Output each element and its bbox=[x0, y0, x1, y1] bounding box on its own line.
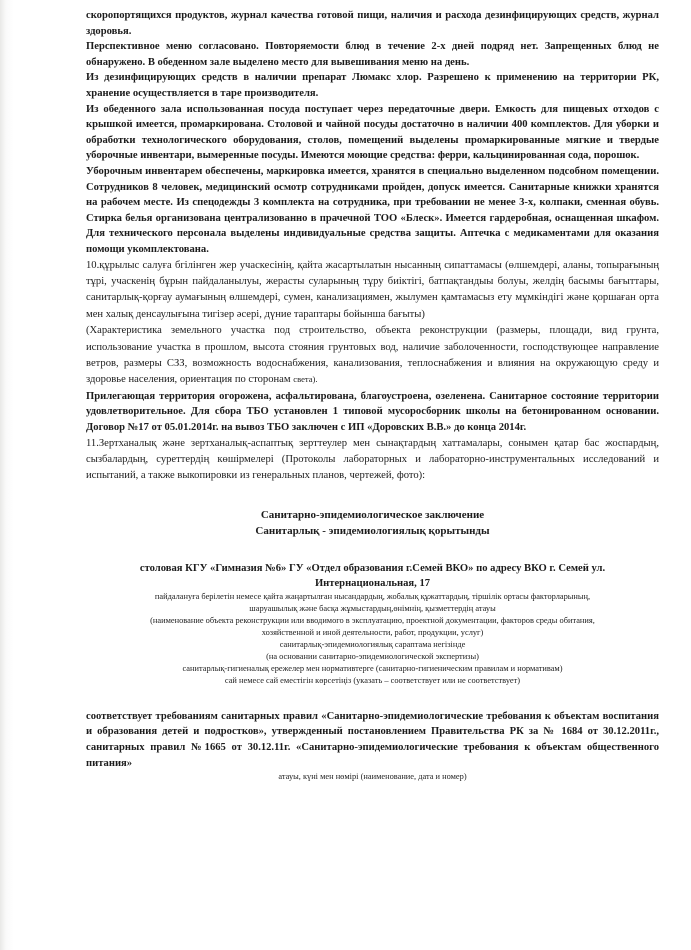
object-caption-ru-1: (наименование объекта реконструкции или вводимого в эксплуатацию, проектной документации, факторов среды обитания, bbox=[150, 615, 595, 625]
object-caption-ru-2: хозяйственной и иной деятельности, работ, продукции, услуг) bbox=[261, 627, 484, 637]
paragraph-territory: Прилегающая территория огорожена, асфальтирована, благоустроена, озеленена. Санитарное состояние территории удовлетворительное. Для сбора ТБО установлен 1 типовой мусоросборник школы на бетонированном основании. Договор №17 от 05.01.2014г. на вывоз ТБО заключен с ИП «Доровских В.В.» до конца 2014г. bbox=[86, 390, 659, 433]
land-ru-tail: света). bbox=[293, 374, 318, 385]
norms-caption: санитарлық-гигиеналық ережелер мен нормативтерге (санитарно-гигиеническим правилам и нормативам) bbox=[182, 663, 563, 673]
paragraph-land-kz: 10.құрылыс салуға бгілінген жер учаскесінің, қайта жасартылатын нысанның сипаттамасы (өлшемдері, аланы, топырағының тұрі, учаскенің бұрын пайдаланылуы, жерасты суларының тұру биіктігі, батпақтандыы болуы, желдің басымы бағыттары, санитарлық-қорғау аумағының өлшемдері, сумен, канализациямен, жылумен қамтамасыз ету мұмкіндігі және қоршаған орта мен халық денсаулығына тигізер әсері, дүние тараптары бойынша бағыты) bbox=[86, 259, 659, 320]
conclusion-title-kz: Санитарлық - эпидемиологиялық қорытынды bbox=[255, 524, 490, 537]
paragraph-disinfectants: Из дезинфицирующих средств в наличии препарат Люмакс хлор. Разрешено к применению на территории РК, хранение осуществляется в таре производителя. bbox=[86, 72, 659, 99]
basis-caption-ru: (на основании санитарно-эпидемиологической экспертизы) bbox=[266, 651, 479, 661]
object-line-2: Интернациональная, 17 bbox=[314, 577, 431, 589]
land-ru-text: (Характеристика земельного участка под строительство, объекта реконструкции (размеры, площади, вид грунта, использование участка в прошлом, высота стояния грунтовых вод, наличие заболоченности, господствующее направление ветров, размеры СЗЗ, возможность водоснабжения, канализования, теплоснабжения и влияния на окружающую среду и здоровье населения, ориентация по сторонам bbox=[86, 325, 659, 386]
paragraph-dishes: Из обеденного зала использованная посуда поступает через передаточные двери. Емкость для пищевых отходов с крышкой имеется, промаркирована. Столовой и чайной посуды достаточно в наличии 400 комплектов. Для уборки и обработки технологического оборудования, столов, помещений выделены промаркированные мягкие и твердые уборочные инвентари, вымеренные посуды. Имеются моющие средства: ферри, кальцинированная сода, порошок. bbox=[86, 103, 659, 162]
object-caption-kz-2: шаруашылық және басқа жұмыстардың,өнімнің, қызметтердің атауы bbox=[249, 603, 496, 613]
basis-caption-kz: санитарлық-эпидемиологиялық сараптама негізінде bbox=[279, 639, 466, 649]
object-caption-kz-1: пайдалануға берілетін немесе қайта жаңартылған нысандардың, жобалық құжаттардың, тіршілік ортасы факторларының, bbox=[154, 591, 591, 601]
object-line-1: столовая КГУ «Гимназия №6» ГУ «Отдел образования г.Семей ВКО» по адресу ВКО г. Семей ул. bbox=[139, 562, 606, 574]
paragraph-journals: скоропортящихся продуктов, журнал качества готовой пищи, наличия и расхода дезинфицирующих средств, журнал здоровья. bbox=[86, 10, 659, 37]
comply-caption: сай немесе сай еместігін көрсетіңіз (указать – соответствует или не соответствует) bbox=[224, 675, 521, 685]
verdict-text: соответствует требованиям санитарных правил «Санитарно-эпидемиологические требования к объектам воспитания и образования детей и подростков», утвержденный постановлением Правительства РК за № 1684 от 30.12.2011г., санитарных правил №1665 от 30.12.11г. «Санитарно-эпидемиологические требования к объектам общественного питания» bbox=[86, 710, 659, 769]
conclusion-title-ru: Санитарно-эпидемиологическое заключение bbox=[260, 508, 485, 521]
paragraph-staff: Уборочным инвентарем обеспечены, маркировка имеется, хранятся в специально выделенном подсобном помещении. Сотрудников 8 человек, медицинский осмотр сотрудниками пройден, допуск имеется. Санитарные книжки хранятся на рабочем месте. Из спецодежды 3 комплекта на сотрудника, при требовании не менее 3-х, колпаки, сменная обувь. Стирка белья организована централизованно в прачечной ТОО «Блеск». Имеется гардеробная, оснащенная шкафом. Для технического персонала выделены индивидуальные средства защиты. Аптечка с медикаментами для оказания помощи укомплектована. bbox=[86, 165, 659, 255]
paragraph-menu: Перспективное меню согласовано. Повторяемости блюд в течение 2-х дней подряд нет. Запрещенных блюд не обнаружено. В обеденном зале выделено место для вывешивания меню на день. bbox=[86, 41, 659, 68]
paragraph-land-ru bbox=[86, 323, 659, 389]
verdict-caption: атауы, күні мен нөмірі (наименование, дата и номер) bbox=[278, 772, 467, 782]
paragraph-lab-protocols: 11.Зертханалық және зертханалық-аспаптық зерттеулер мен сынақтардың хаттамалары, сонымен қатар бас жоспардың, сызбалардың, суреттердің көшірмелері (Протоколы лабораторных и лабораторно-инструментальных исследований и испытаний, а также выкопировки из генеральных планов, чертежей, фото): bbox=[86, 437, 659, 482]
